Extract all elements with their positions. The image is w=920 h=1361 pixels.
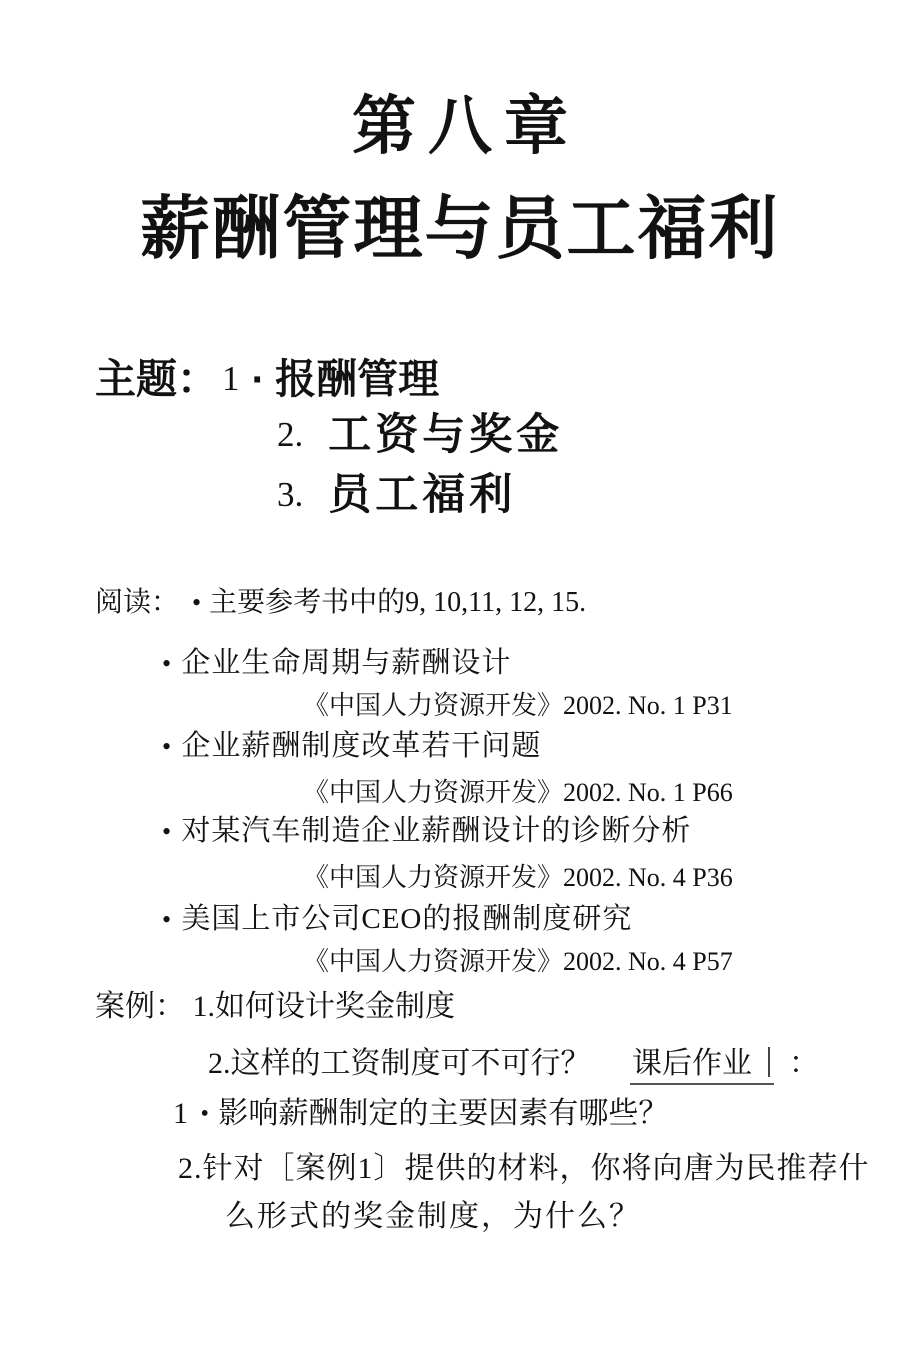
question-1-text: 影响薪酬制定的主要因素有哪些？ [218, 1097, 669, 1130]
topic-3-number: 3. [277, 475, 304, 514]
reading-item-title: 美国上市公司CEO的报酬制度研究 [181, 903, 633, 935]
question-1-number: 1 [173, 1097, 188, 1130]
cases-line-2 [208, 1047, 819, 1085]
homework-heading-colon: ： [789, 1047, 819, 1080]
topic-2-text: 工资与奖金 [328, 411, 564, 459]
reading-intro-text: 主要参考书中的9, 10,11, 12, 15. [209, 587, 587, 618]
homework-question-2-line-1: 2.针对［案例1〕提供的材料，你将向唐为民推荐什 [178, 1152, 870, 1185]
case-1-text: 1.如何设计奖金制度 [192, 990, 455, 1023]
reading-label: 阅读： [95, 587, 180, 618]
topics-line-3 [277, 471, 517, 519]
bullet-icon: • [162, 649, 173, 678]
homework-heading-underlined [630, 1047, 774, 1085]
reading-item-citation: 《中国人力资源开发》2002. No. 1 P66 [303, 778, 733, 807]
reading-item-title: 企业薪酬制度改革若干问题 [181, 730, 542, 762]
reading-item [162, 905, 632, 934]
case-2-text: 2.这样的工资制度可不可行？ [208, 1047, 591, 1080]
bullet-icon: • [192, 588, 202, 617]
bullet-icon: • [162, 905, 173, 934]
cases-label: 案例： [95, 990, 185, 1023]
reading-intro-line [95, 589, 586, 617]
bullet-icon: • [162, 817, 173, 846]
topics-line-2 [277, 411, 564, 459]
topic-2-number: 2. [277, 415, 304, 454]
topics-line-1 [95, 356, 440, 402]
topics-label: 主题： [95, 356, 218, 402]
cases-line-1 [95, 992, 455, 1022]
reading-item [162, 649, 511, 678]
reading-item-title: 对某汽车制造企业薪酬设计的诊断分析 [181, 815, 692, 847]
bullet-icon: • [200, 1101, 209, 1127]
homework-question-2-line-2: 么形式的奖金制度，为什么？ [225, 1200, 641, 1233]
bullet-icon: • [162, 732, 173, 761]
reading-item-citation: 《中国人力资源开发》2002. No. 4 P36 [303, 863, 733, 892]
topic-3-text: 员工福利 [328, 471, 517, 519]
chapter-subtitle: 薪酬管理与员工福利 [140, 190, 780, 267]
reading-item [162, 732, 541, 761]
reading-item-citation: 《中国人力资源开发》2002. No. 1 P31 [303, 691, 733, 720]
homework-question-1 [173, 1099, 668, 1129]
chapter-title: 第八章 [352, 90, 580, 162]
topic-1-text: 报酬管理 [275, 356, 440, 402]
topic-1-number: 1 [222, 359, 240, 398]
text-cursor-mark [768, 1047, 770, 1077]
reading-item [162, 817, 691, 846]
topic-1-dot-separator: · [251, 356, 266, 402]
reading-item-title: 企业生命周期与薪酬设计 [181, 647, 512, 679]
reading-item-citation: 《中国人力资源开发》2002. No. 4 P57 [303, 947, 733, 976]
homework-heading-label: 课后作业 [632, 1047, 752, 1080]
